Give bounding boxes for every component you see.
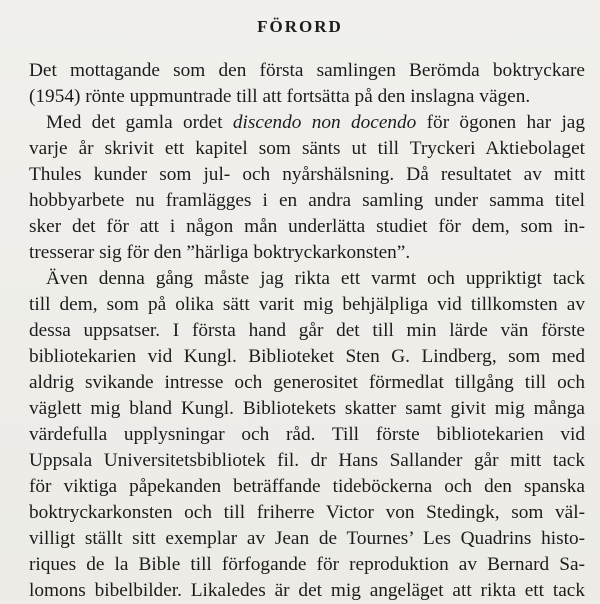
text-line: riques de la Bible till förfogande för reproduktion av Bernard Sa- <box>29 554 585 575</box>
text-segment: för ögonen har jag <box>416 112 585 133</box>
text-line: dessa uppsatser. I första hand går det till min lärde vän förste <box>29 320 585 341</box>
text-line: Även denna gång måste jag rikta ett varmt och uppriktigt tack <box>46 268 585 289</box>
italic-phrase: discendo non docendo <box>232 112 417 133</box>
text-line: boktryckarkonsten och till friherre Victor von Stedingk, som väl- <box>29 502 585 523</box>
text-line: väglett mig bland Kungl. Bibliotekets skatter samt givit mig många <box>29 398 585 419</box>
text-line: värdefulla upplysningar och råd. Till förste bibliotekarien vid <box>29 424 585 445</box>
text-line: Uppsala Universitetsbibliotek fil. dr Hans Sallander går mitt tack <box>29 450 585 471</box>
text-segment: Med det gamla ordet <box>46 112 233 133</box>
text-line: (1954) rönte uppmuntrade till att fortsätta på den inslagna vägen. <box>29 86 531 107</box>
text-line: Det mottagande som den första samlingen Berömda boktryckare <box>29 60 585 81</box>
text-line: Thules kunder som jul- och nyårshälsning. Då resultatet av mitt <box>29 164 585 185</box>
text-line: för viktiga påpekanden beträffande tideböckerna och den spanska <box>29 476 585 497</box>
preface-text <box>29 58 585 604</box>
text-line: varje år skrivit ett kapitel som sänts ut till Tryckeri Aktiebolaget <box>29 138 585 159</box>
text-line: hobbyarbete nu framlägges i en andra samling under samma titel <box>29 190 585 211</box>
text-line <box>29 110 585 136</box>
text-line: villigt ställt sitt exemplar av Jean de Tournes’ Les Quadrins histo- <box>29 528 585 549</box>
text-line: lomons bibelbilder. Likaledes är det mig angeläget att rikta ett tack <box>29 580 585 601</box>
text-line: till dem, som på olika sätt varit mig behjälpliga vid tillkomsten av <box>29 294 585 315</box>
page-heading: FÖRORD <box>257 17 343 36</box>
text-line: aldrig svikande intresse och generositet förmedlat tillgång till och <box>29 372 585 393</box>
text-line: tresserar sig för den ”härliga boktryckarkonsten”. <box>29 242 411 263</box>
text-line: sker det för att i någon mån underlätta studiet för dem, som in- <box>29 216 585 237</box>
text-line: bibliotekarien vid Kungl. Biblioteket Sten G. Lindberg, som med <box>29 346 585 367</box>
